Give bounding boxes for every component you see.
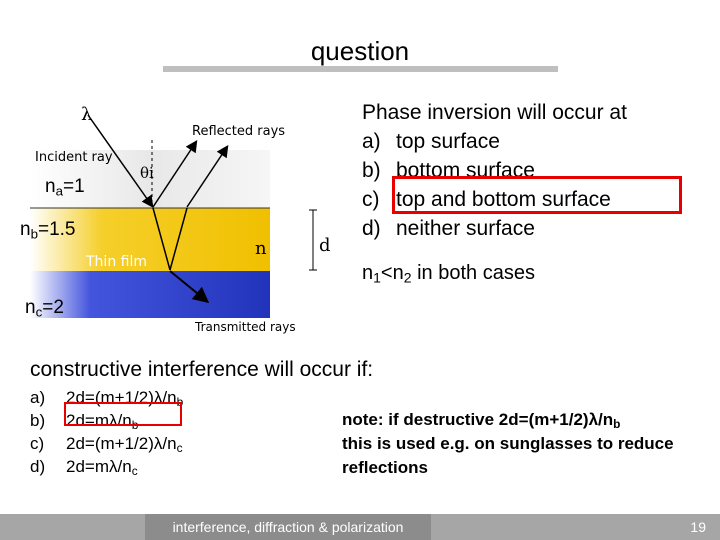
condition-note: $n_1<n_2$ in both cases xyxy=(362,262,535,286)
constructive-option-c: c) $2d=(m+1/2)\lambda/n_c$ xyxy=(30,434,183,455)
theta-label: θi xyxy=(140,164,154,182)
na-label: $n_a=1$ xyxy=(45,176,85,199)
note-text: note: if destructive $2d=(m+1/2)\lambda/n_b$ this is used e.g. on sunglasses to reduce reflections xyxy=(342,410,674,477)
page-number: 19 xyxy=(690,519,706,535)
constructive-option-a: a) $2d=(m+1/2)\lambda/n_b$ xyxy=(30,388,184,409)
phase-option-a: a) top surface xyxy=(362,130,500,153)
phase-question xyxy=(362,98,627,243)
slide-title: question xyxy=(310,36,410,66)
nb-label: $n_b=1.5$ xyxy=(20,219,76,242)
constructive-option-d: d) $2d=m\lambda/n_c$ xyxy=(30,457,138,478)
thin-film-label: Thin film xyxy=(86,254,147,270)
reflected-rays-label: Reflected rays xyxy=(192,124,286,139)
answer-highlight-box xyxy=(392,176,682,214)
substrate-layer xyxy=(30,271,270,318)
phase-option-c: c) top and bottom surface xyxy=(362,188,611,211)
footer-title: interference, diffraction & polarization xyxy=(145,514,431,540)
answer-highlight-small xyxy=(64,402,182,426)
phase-option-b: b) bottom surface xyxy=(362,159,535,182)
constructive-options xyxy=(30,386,183,478)
constructive-question: constructive interference will occur if: xyxy=(30,358,374,381)
nc-label: $n_c=2$ xyxy=(25,297,64,320)
transmitted-rays-label: Transmitted rays xyxy=(195,320,296,334)
constructive-option-b: b) $2d=m\lambda/n_b$ xyxy=(30,411,139,432)
lambda-label: λ xyxy=(81,104,93,125)
incident-ray-label: Incident ray xyxy=(35,150,113,165)
d-label: d xyxy=(319,235,331,256)
phase-option-d: d) neither surface xyxy=(362,217,535,240)
n-label: n xyxy=(255,238,267,259)
phase-question-text: Phase inversion will occur at xyxy=(362,101,627,124)
